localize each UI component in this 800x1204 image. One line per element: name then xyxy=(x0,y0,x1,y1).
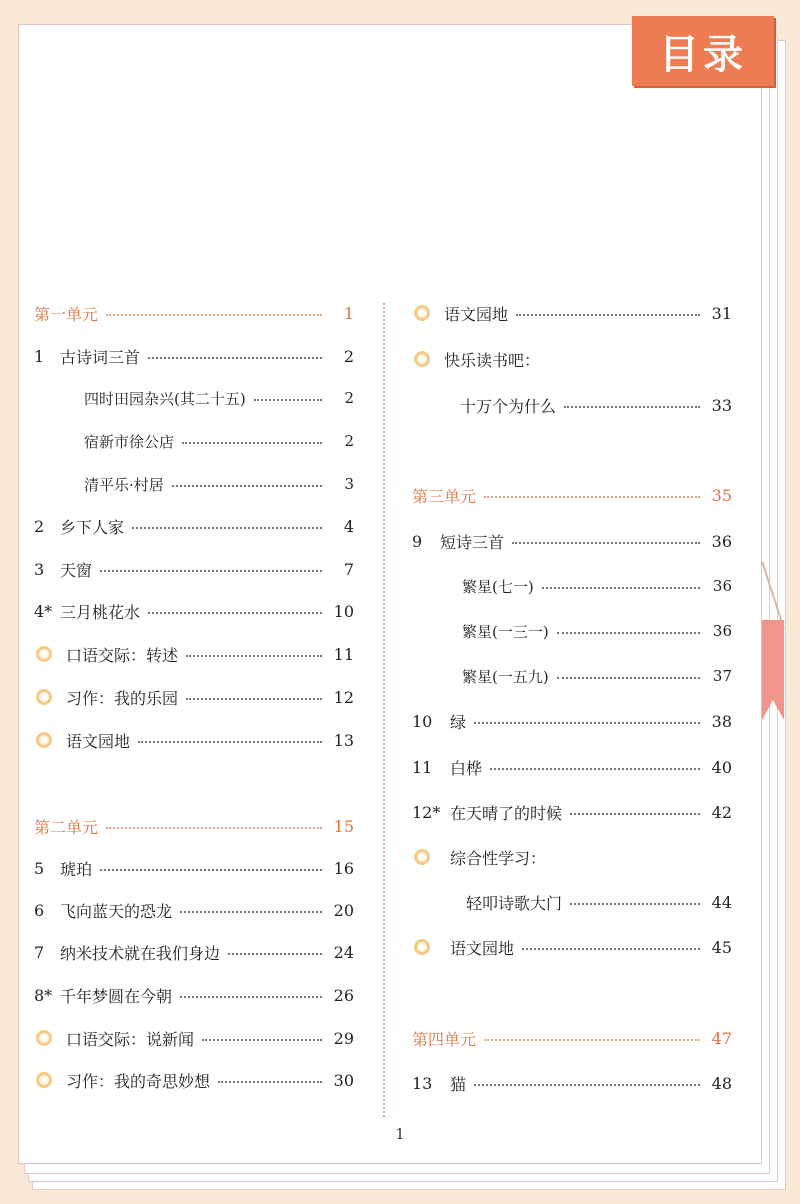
page-footer-number: 1 xyxy=(395,1125,405,1143)
leader-dots xyxy=(148,612,322,614)
leader-dots xyxy=(474,1084,700,1086)
sub-lesson-title: 四时田园杂兴(其二十五) xyxy=(84,389,246,408)
page-number: 48 xyxy=(711,1073,732,1093)
unit-title: 第三单元 xyxy=(412,486,477,506)
leader-dots xyxy=(516,314,700,316)
lesson-number: 13 xyxy=(412,1073,433,1093)
lesson-number: 8* xyxy=(34,985,53,1005)
lesson-title: 天窗 xyxy=(60,560,93,580)
sub-lesson-title: 繁星(一三一) xyxy=(462,622,549,641)
page-number: 2 xyxy=(344,432,354,450)
page-number: 44 xyxy=(711,892,732,912)
page-number: 13 xyxy=(333,730,354,750)
leader-dots xyxy=(484,496,700,498)
toc-activity[interactable] xyxy=(34,1024,354,1052)
leader-dots xyxy=(132,527,322,529)
toc-tab-label: 目录 xyxy=(659,31,747,78)
toc-sub-lesson[interactable] xyxy=(84,384,354,412)
lesson-number: 5 xyxy=(34,858,45,878)
lesson-number: 4* xyxy=(34,601,53,621)
toc-unit-2[interactable] xyxy=(34,812,354,840)
column-divider xyxy=(383,303,385,1117)
toc-lesson-6[interactable] xyxy=(34,896,354,924)
lesson-title: 短诗三首 xyxy=(440,532,505,552)
leader-dots xyxy=(106,314,322,316)
circle-bullet-icon xyxy=(36,1030,52,1046)
lesson-number: 2 xyxy=(34,516,45,536)
toc-unit-4[interactable] xyxy=(412,1024,732,1052)
lesson-title: 白桦 xyxy=(450,758,483,778)
toc-lesson-5[interactable] xyxy=(34,854,354,882)
toc-lesson-11[interactable] xyxy=(412,753,732,781)
toc-lesson-10[interactable] xyxy=(412,707,732,735)
page-number: 2 xyxy=(344,389,354,407)
leader-dots xyxy=(512,542,700,544)
page-number: 36 xyxy=(712,622,732,640)
lesson-title: 纳米技术就在我们身边 xyxy=(60,943,221,963)
page-number: 12 xyxy=(333,687,354,707)
toc-lesson-1[interactable] xyxy=(34,342,354,370)
leader-dots xyxy=(564,406,700,408)
leader-dots xyxy=(100,869,322,871)
toc-activity[interactable] xyxy=(34,726,354,754)
leader-dots xyxy=(100,570,322,572)
leader-dots xyxy=(542,587,700,589)
page-number: 45 xyxy=(711,937,732,957)
lesson-number: 6 xyxy=(34,900,45,920)
circle-bullet-icon xyxy=(36,646,52,662)
page-number: 30 xyxy=(333,1070,354,1090)
lesson-number: 12* xyxy=(412,802,441,822)
unit-title: 第四单元 xyxy=(412,1029,477,1049)
page-number: 33 xyxy=(711,395,732,415)
leader-dots xyxy=(254,399,322,401)
leader-dots xyxy=(106,827,322,829)
page-number: 16 xyxy=(333,858,354,878)
toc-lesson-3[interactable] xyxy=(34,555,354,583)
page-number: 10 xyxy=(333,601,354,621)
lesson-number: 9 xyxy=(412,531,423,551)
leader-dots xyxy=(180,996,322,998)
toc-sub-lesson[interactable] xyxy=(462,572,732,600)
lesson-title: 三月桃花水 xyxy=(60,602,141,622)
lesson-title: 猫 xyxy=(450,1074,467,1094)
toc-sub-lesson[interactable] xyxy=(462,662,732,690)
sub-lesson-title: 宿新市徐公店 xyxy=(84,432,175,451)
circle-bullet-icon xyxy=(414,849,430,865)
lesson-title: 在天晴了的时候 xyxy=(450,803,563,823)
leader-dots xyxy=(186,655,322,657)
sub-lesson-title: 轻叩诗歌大门 xyxy=(466,893,563,913)
page-number: 20 xyxy=(333,900,354,920)
lesson-number: 3 xyxy=(34,559,45,579)
toc-activity[interactable] xyxy=(412,299,732,327)
leader-dots xyxy=(522,948,700,950)
leader-dots xyxy=(218,1081,322,1083)
page-number: 37 xyxy=(712,667,732,685)
lesson-title: 飞向蓝天的恐龙 xyxy=(60,901,173,921)
leader-dots xyxy=(138,741,322,743)
page-number: 47 xyxy=(711,1028,732,1048)
lesson-number: 1 xyxy=(34,346,45,366)
activity-title: 习作：我的乐园 xyxy=(66,688,179,708)
leader-dots xyxy=(180,911,322,913)
circle-bullet-icon xyxy=(414,305,430,321)
unit-title: 第一单元 xyxy=(34,304,99,324)
lesson-title: 乡下人家 xyxy=(60,517,125,537)
leader-dots xyxy=(557,632,700,634)
toc-lesson-9[interactable] xyxy=(412,527,732,555)
leader-dots xyxy=(557,677,700,679)
toc-lesson-12[interactable] xyxy=(412,798,732,826)
activity-title: 口语交际：转述 xyxy=(66,645,179,665)
lesson-number: 11 xyxy=(412,757,433,777)
activity-title: 语文园地 xyxy=(66,731,131,751)
page-number: 2 xyxy=(343,346,354,366)
sub-lesson-title: 繁星(一五九) xyxy=(462,667,549,686)
leader-dots xyxy=(228,953,322,955)
toc-lesson-8[interactable] xyxy=(34,981,354,1009)
leader-dots xyxy=(490,768,700,770)
sub-lesson-title: 十万个为什么 xyxy=(460,396,557,416)
circle-bullet-icon xyxy=(414,351,430,367)
page-number: 38 xyxy=(711,711,732,731)
toc-sub-lesson[interactable] xyxy=(466,888,732,916)
toc-activity[interactable] xyxy=(34,683,354,711)
toc-sub-lesson[interactable] xyxy=(84,427,354,455)
activity-title: 口语交际：说新闻 xyxy=(66,1029,195,1049)
page-number: 31 xyxy=(711,303,732,323)
lesson-number: 7 xyxy=(34,942,45,962)
lesson-title: 千年梦圆在今朝 xyxy=(60,986,173,1006)
page-number: 36 xyxy=(712,577,732,595)
leader-dots xyxy=(570,903,700,905)
sub-lesson-title: 清平乐·村居 xyxy=(84,475,164,494)
page-number: 42 xyxy=(711,802,732,822)
lesson-title: 绿 xyxy=(450,712,467,732)
activity-title: 综合性学习： xyxy=(450,848,547,868)
lesson-title: 古诗词三首 xyxy=(60,347,141,367)
circle-bullet-icon xyxy=(36,689,52,705)
lesson-title: 琥珀 xyxy=(60,859,93,879)
leader-dots xyxy=(172,485,322,487)
activity-title: 快乐读书吧： xyxy=(444,350,541,370)
page-number: 24 xyxy=(333,942,354,962)
page-number: 36 xyxy=(711,531,732,551)
page-number: 4 xyxy=(343,516,354,536)
toc-activity[interactable] xyxy=(412,345,732,373)
page-number: 40 xyxy=(711,757,732,777)
page-number: 35 xyxy=(711,485,732,505)
toc-tab[interactable] xyxy=(632,16,774,86)
leader-dots xyxy=(484,1039,700,1041)
toc-unit-3[interactable] xyxy=(412,481,732,509)
page-number: 26 xyxy=(333,985,354,1005)
circle-bullet-icon xyxy=(36,1072,52,1088)
page-number: 15 xyxy=(333,816,354,836)
leader-dots xyxy=(474,722,700,724)
circle-bullet-icon xyxy=(414,939,430,955)
leader-dots xyxy=(148,357,322,359)
toc-sub-lesson[interactable] xyxy=(462,617,732,645)
toc-lesson-2[interactable] xyxy=(34,512,354,540)
toc-activity[interactable] xyxy=(34,640,354,668)
page-number: 1 xyxy=(343,303,354,323)
toc-activity[interactable] xyxy=(412,843,732,871)
lesson-number: 10 xyxy=(412,711,433,731)
toc-activity[interactable] xyxy=(34,1066,354,1094)
sub-lesson-title: 繁星(七一) xyxy=(462,577,534,596)
toc-sub-lesson[interactable] xyxy=(460,391,732,419)
toc-unit-1[interactable] xyxy=(34,299,354,327)
toc-sub-lesson[interactable] xyxy=(84,470,354,498)
leader-dots xyxy=(202,1039,322,1041)
activity-title: 习作：我的奇思妙想 xyxy=(66,1071,211,1091)
toc-lesson-4[interactable] xyxy=(34,597,354,625)
page-number: 29 xyxy=(333,1028,354,1048)
activity-title: 语文园地 xyxy=(444,304,509,324)
page-number: 7 xyxy=(343,559,354,579)
page-number: 3 xyxy=(344,475,354,493)
page-number: 11 xyxy=(333,644,354,664)
toc-activity[interactable] xyxy=(412,933,732,961)
leader-dots xyxy=(570,813,700,815)
toc-lesson-7[interactable] xyxy=(34,938,354,966)
circle-bullet-icon xyxy=(36,732,52,748)
leader-dots xyxy=(182,442,322,444)
unit-title: 第二单元 xyxy=(34,817,99,837)
leader-dots xyxy=(186,698,322,700)
toc-lesson-13[interactable] xyxy=(412,1069,732,1097)
activity-title: 语文园地 xyxy=(450,938,515,958)
